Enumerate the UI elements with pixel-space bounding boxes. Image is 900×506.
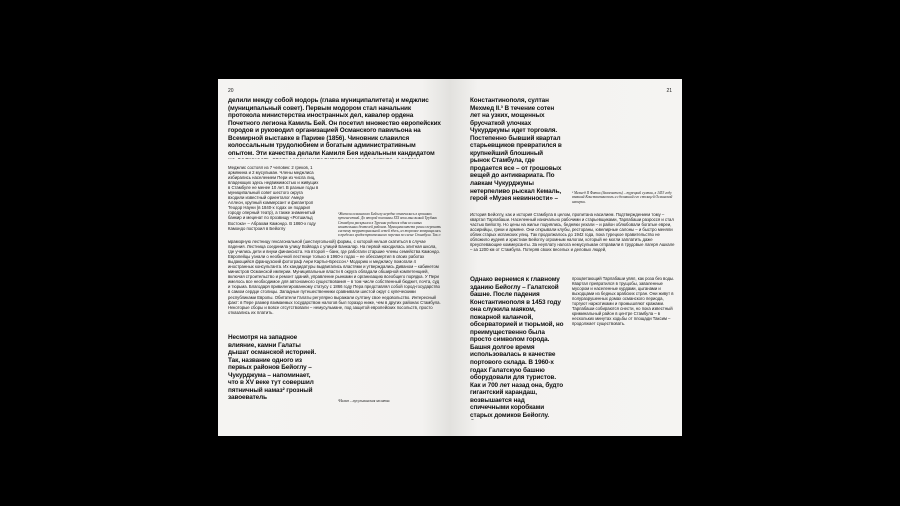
- right-lead-paragraph-2: Однако вернемся к главному зданию Бейоглу – Галатской башне. После падения Константинополя в 1453 году она служила маяком, пожарной каланчой, обсерваторией и тюрьмой, но преимущественно была просто символом города. Башня долгое время использовалась в качестве портового склада. В 1960-х годах Галатскую башню оборудовали для туристов. Как и 700 лет назад она, будто гигантский карандаш, возвышается над спичечными коробками старых домиков Бейоглу.: [470, 276, 564, 419]
- right-page: [450, 79, 682, 436]
- left-narrow-column: Меджлис состоял из 7 человек: 2 греков, 1 армянина и 2 мусульман. Члены меджлиса избирались населением Пери из числа лиц, владеющих здесь недвижимостью и живущих в Стамбуле не менее 10 лет. В разные годы в муниципальный совет шестого округа входили известный ориенталог Амеде Аллеон, крупный коммерсант и филантроп Теодор Науни (в 1840-х годах он подарил городу оперный театр), а также знаменитый банкир и меценат по прозвищу «Ротшильд Востока» – Абрахам Камондо. В 1860-х году Камондо построил в Бейоглу: [228, 165, 319, 231]
- right-full-column: История Бейоглу, как и история Стамбула в целом, пропитана насилием. Подтверждением тому – квартал Тарлабаши. Населенный изначально рабочими и старьевщиками, Тарлабаши разросся и стал частью Бейоглу. Но цены на жилье поднялись, бедняки уехали – и район облюбовали богатые евреи, ассирийцы, греки и армяне. Они открывали клубы, рестораны, ювелирные салоны – и быстро меняли облик старых испанских улиц. Так продолжалось до 1942 года, пока турецкое правительство не обложило иудеев и христиан Бейоглу огромным налогом, который не могли заплатить даже преуспевающие коммерсанты. За неуплату налога немусульман отправили в трудовые лагеря Ашкале – за 1200 км от Стамбула. Потеряв своих веселых и деловых людей,: [470, 212, 675, 253]
- left-footnote-bottom: ²Намаз – мусульманская молитва.: [338, 399, 391, 403]
- left-lead-paragraph-2: Несмотря на западное влияние, камни Галаты дышат османской историей. Так, название одного из первых районов Бейоглу – Чукурджума – напоминает, что в XV веке тут совершил пятничный намаз² грозный завоеватель: [228, 334, 317, 402]
- right-lead-paragraph: Константинополя, султан Мехмед II.³ В течение сотен лет на узких, мощенных брусчаткой улочках Чукурджумы идет торговля. Постепенно бывший квартал старьевщиков превратился в крупнейший блошиный рынок Стамбула, где продается все – от грошовых вещей до антиквариата. По лавкам Чукурджумы нетерпеливо рыскал Кемаль, герой «Музея невинности» –: [470, 97, 562, 203]
- left-lead-paragraph: делили между собой модорь (глава муниципалитета) и меджлис (муниципальный совет). Первым модором стал начальник протокола министерства иностранных дел, кавалер ордена Почетного легиона Камиль Бей. Он посетил множество европейских городов и руководил организацией Османского павильона на Всемирной выставке в Париже (1856). Чиновник славился колоссальным трудолюбием и богатым административным опытом. Эти качества делали Камиля Бея идеальным кандидатом: [228, 97, 441, 157]
- page-number-left: 20: [228, 88, 234, 94]
- left-footnote-top: ¹Жители османского Бейоглу нередко отмечались в хрониках путешествий. До второй половины XIX века мыслимый Трубник Стамбула раскрылся в Турении родился один из самых влиятельных деятелей районов. Муниципалитета решил перенять систему территориальной сетей здесь, из торговое возвращались в пределах градостроительного перечня по схеме Стамбула. Так о: [338, 212, 441, 238]
- right-footnote-top: ³ Мехмед II Фатих (Завоеватель) – турецкий султан, в 1453 году взявший Константинополь и сделавший его столицей Османской империи.: [572, 191, 673, 204]
- left-page: [218, 79, 450, 436]
- page-number-right: 21: [666, 88, 672, 94]
- right-narrow-column: процветающий Тарлабаши увял, как роза без воды. Квартал превратился в трущобы, заваленные мусором и населенные курдами, цыганами и выходцами из бедных арабских стран. Они живут в полуразрушенных домах османского периода, торгуют наркотиками и промышляют кражами. Тарлабаши собираются снести, но пока известный криминальный район в центре Стамбула – в нескольких минутах ходьбы от площади Таксим – продолжает существовать.: [572, 276, 675, 327]
- left-wide-column: мраморную лестницу гексагональной (шестиугольной) формы, с которой нельзя скатиться в случае падения. Лестница соединила улицу Войвода с улицей Банкалар. На первой находилась элитная школа, где учились дети и внуки финансиста. На второй – банк, где работали старшие члены семейства Камондо. Европейцы узнали о необычной лестнице только в 1960-х годах – ее обессмертил в своих работах выдающийся французский фотограф Анри Картье-Брессон.¹ Модорию и меджлису помогали 4 иностранных консультанта. Их кандидатуры выдвигались властями и утверждались Диваном – кабинетом министров Османской империи. Муниципальные власти 6 округа обладали обширной компетенцией, включая строительство и ремонт зданий, управление рынками и организацию всеобщего порядка. У Пери имелось все необходимое для автономного существования – в том числе собственный бюджет, почта, суд и тюрьма. Благодаря привилегированному статусу с 1866 году Пера представлял собой город-государство в самом сердце столицы. Западные путешественники сравнивали шестой округ с купеческими республиками Европы. Обитатели Галаты регулярно выражали султану свое недовольство. Интересный факт: в Пере размер взимаемых государством налогов был гораздо ниже, чем в других районах Стамбула. Некоторые сборы и вовсе отсутствовали – немусульмане, под защитой европейских посольств, просто отказались их платить.: [228, 239, 441, 315]
- book-spread: [218, 79, 682, 436]
